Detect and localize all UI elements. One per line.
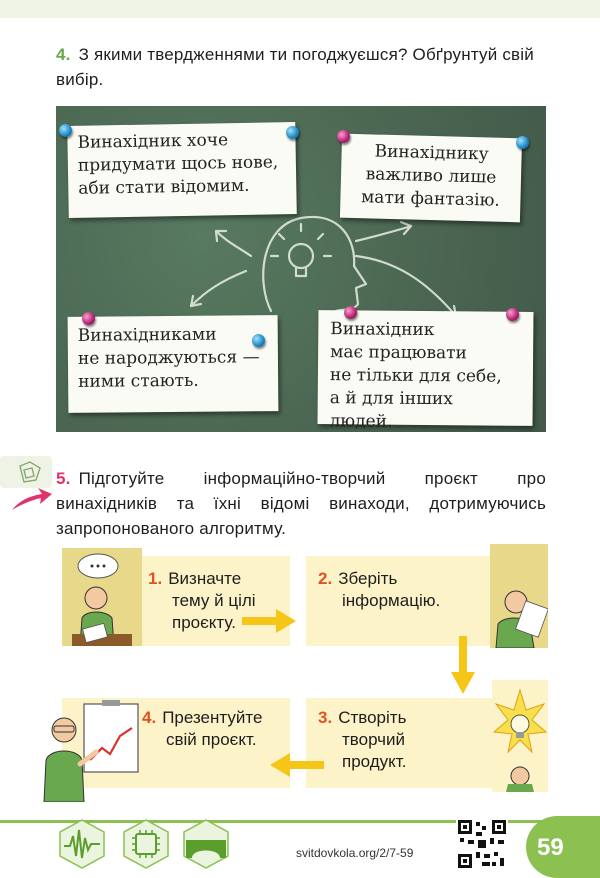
note-4-line-3: не тільки для себе, bbox=[329, 365, 502, 387]
note-3-line-2: не народжуються — bbox=[77, 347, 260, 369]
step-4 bbox=[142, 707, 288, 751]
note-4-line-4: а й для інших людей. bbox=[329, 388, 453, 432]
task-4 bbox=[56, 42, 556, 92]
task-5 bbox=[56, 466, 546, 541]
sound-wave-icon[interactable] bbox=[56, 818, 108, 870]
step-3-number: 3. bbox=[318, 708, 333, 727]
pin-icon bbox=[82, 312, 95, 325]
arrow-left-icon bbox=[266, 750, 326, 780]
idea-bulb-illustration bbox=[492, 680, 548, 792]
step-2-line-1: Зберіть bbox=[338, 569, 398, 588]
note-3-line-3: ними стають. bbox=[78, 370, 199, 392]
step-3 bbox=[318, 707, 478, 773]
thinking-person-illustration bbox=[62, 548, 142, 646]
pin-icon bbox=[59, 124, 72, 137]
step-1-line-2: тему й цілі bbox=[172, 591, 256, 610]
note-2-line-3: мати фантазію. bbox=[360, 187, 501, 211]
pin-icon bbox=[286, 126, 299, 139]
step-4-line-2: свій проєкт. bbox=[166, 730, 257, 749]
pin-icon bbox=[337, 130, 350, 143]
pin-icon bbox=[252, 334, 265, 347]
qr-code-icon[interactable] bbox=[456, 818, 508, 870]
top-band bbox=[0, 0, 600, 18]
note-1 bbox=[67, 122, 297, 218]
arrow-right-icon bbox=[240, 606, 300, 636]
pin-icon bbox=[516, 136, 529, 149]
step-4-line-1: Презентуйте bbox=[162, 708, 263, 727]
task-5-number: 5. bbox=[56, 469, 71, 488]
note-1-line-2: придумати щось нове, bbox=[77, 152, 279, 176]
bridge-icon[interactable] bbox=[180, 818, 232, 870]
note-1-line-1: Винахідник хоче bbox=[77, 130, 229, 153]
pin-icon bbox=[344, 306, 357, 319]
note-2-line-1: Винахіднику bbox=[374, 141, 489, 165]
note-3 bbox=[68, 315, 279, 413]
presenter-illustration bbox=[40, 690, 144, 802]
pin-icon bbox=[506, 308, 519, 321]
step-2-line-2: інформацію. bbox=[342, 591, 441, 610]
step-3-line-3: продукт. bbox=[342, 752, 407, 771]
step-3-line-2: творчий bbox=[342, 730, 406, 749]
step-1-number: 1. bbox=[148, 569, 163, 588]
note-1-line-3: аби стати відомим. bbox=[78, 175, 250, 199]
arrow-down-icon bbox=[448, 634, 478, 696]
note-4-line-2: має працювати bbox=[330, 342, 468, 364]
step-1-line-1: Визначте bbox=[168, 569, 242, 588]
step-2-number: 2. bbox=[318, 569, 333, 588]
note-3-line-1: Винахідниками bbox=[77, 324, 217, 346]
note-4-line-1: Винахідник bbox=[330, 319, 435, 341]
step-3-line-1: Створіть bbox=[338, 708, 407, 727]
step-2 bbox=[318, 568, 478, 612]
reading-person-illustration bbox=[490, 544, 548, 648]
page-number: 59 bbox=[537, 834, 564, 861]
step-4-number: 4. bbox=[142, 708, 157, 727]
step-1-line-3: проєкту. bbox=[172, 613, 236, 632]
note-4 bbox=[318, 310, 534, 432]
note-2 bbox=[340, 134, 522, 223]
footer-url[interactable]: svitdovkola.org/2/7-59 bbox=[296, 846, 414, 860]
task-4-text: З якими твердженнями ти погоджуєшся? Обґрунтуй свій вибір. bbox=[56, 45, 534, 89]
chip-icon[interactable] bbox=[120, 818, 172, 870]
task-5-text: Підготуйте інформаційно-творчий проєкт про винахідників та їхні відомі винаходи, дотримуючись запропонованого алгоритму. bbox=[56, 469, 546, 538]
chalkboard bbox=[56, 106, 546, 432]
project-icon bbox=[0, 454, 56, 516]
task-4-number: 4. bbox=[56, 45, 71, 64]
note-2-line-2: важливо лише bbox=[365, 164, 497, 188]
